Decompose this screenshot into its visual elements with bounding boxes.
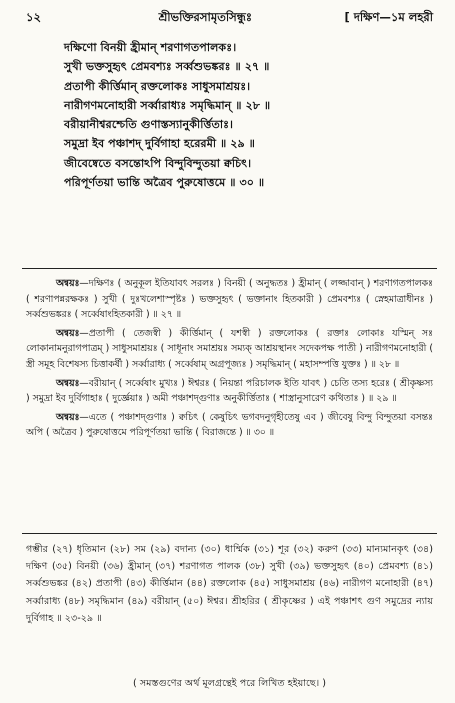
section-label: [ দক্ষিণ—১ম লহরী [345, 9, 433, 28]
verse-line: প্রতাপী কীর্ত্তিমান্ রক্তলোকঃ সাধুসমাশ্রয়ঃ। [64, 79, 251, 93]
running-title: শ্রীভক্তিরসামৃতসিন্ধুঃ [158, 9, 252, 24]
translation-block: গম্ভীর (২৭) ধৃতিমান (২৮) সম (২৯) বদান্য (৩০) ধার্ম্মিক (৩১) শূর (৩২) করুণ (৩৩) মান্যমানকৃৎ (৩৪) দক্ষিণ (৩৫) বিনয়ী (৩৬) হ্রীমান্ (৩৭) শরণাগত পালক (৩৮) সুখী (৩৯) ভক্তসুহৃৎ (৪০) প্রেমবশ্য (৪১) সর্ব্বশুভঙ্কর (৪২) প্রতাপী (৪৩) কীর্ত্তিমান (৪৪) রক্তলোক (৪৫) সাধুসমাশ্রয় (৪৬) নারীগণ মনোহারী (৪৭) সর্ব্বারাধ্য (৪৮) সমৃদ্ধিমান (৪৯) বরীয়ান্ (৫০) ঈশ্বর। শ্রীহরির ( শ্রীকৃষ্ণের ) এই পঞ্চাশৎ গুণ সমুদ্রের ন্যায় দুর্বিগাহ ॥ ২৩-২৯ ॥ [26, 544, 433, 624]
verse-line: দক্ষিণো বিনয়ী হ্রীমান্ শরণাগতপালকঃ। [64, 41, 237, 54]
verse-line: জীবেষ্বেতে বসন্তোঽপি বিন্দুবিন্দুতয়া ক্বচিৎ। [64, 156, 252, 170]
verse-line: নারীগণমনোহারী সর্ব্বারাধ্যঃ সমৃদ্ধিমান্ ॥ ২৮ ॥ [64, 98, 271, 112]
commentary-label: অন্বয়ঃ [56, 377, 80, 389]
commentary-paragraph [26, 376, 433, 407]
footnote: ( সমস্তগুণের অর্থ মূলগ্রন্থেই পরে লিখিত হইয়াছে। ) [26, 677, 433, 692]
commentary-label: অন্বয়ঃ [56, 411, 80, 423]
section-divider [22, 268, 437, 269]
verse-line: সুখী ভক্তসুহৃৎ প্রেমবশ্যঃ সর্ব্বশুভঙ্করঃ ॥ ২৭ ॥ [64, 60, 270, 74]
commentary-label: অন্বয়ঃ [56, 278, 80, 289]
verse-block [64, 38, 431, 192]
commentary-label: অন্বয়ঃ [56, 327, 80, 339]
commentary-paragraph [26, 276, 433, 323]
commentary-text: —প্রতাপী ( তেজস্বী ) কীর্ত্তিমান্ ( যশস্বী ) রক্তলোকঃ ( রক্তাঃ লোকাঃ যস্মিন্ সঃ লোকানামনুরাগপাত্রম্ ) সাধুসমাশ্রয়ঃ ( সাধূনাং সমাশ্রয়ঃ সম্যক্ আশ্রয়স্থানং সদেকপক্ষ পাতী ) নারীগণমনোহারী ( স্ত্রী সমূহ বিশেষস্য চিত্তাকর্ষী ) সর্ব্বারাধ্য ( সর্ব্বেষাম্ অগ্রপূজ্যঃ ) সমৃদ্ধিমান্ ( মহাসম্পত্তি যুক্তঃ ) ॥ ২৮ ॥ [26, 327, 433, 370]
commentary-block [26, 276, 433, 444]
commentary-text: —এতে ( পঞ্চাশদ্গুণাঃ ) ক্বচিৎ ( কেষুচিৎ ভগবদনুগৃহীতেষু এব ) জীবেষু বিন্দু বিন্দুতয়া বসন্তঃ অপি ( অত্রৈব ) পুরুষোত্তমে পরিপূর্ণতয়া ভান্তি ( বিরাজন্তে ) ॥ ৩০ ॥ [26, 411, 433, 439]
section-divider [22, 533, 437, 534]
verse-line: সমুদ্রা ইব পঞ্চাশদ্ দুর্বিগাহা হরেরমী ॥ ২৯ ॥ [64, 137, 255, 151]
page-number: ১২ [26, 9, 41, 24]
commentary-text: —দক্ষিণঃ ( অনুকূল ইতিযাবৎ সরলঃ ) বিনয়ী ( অনুদ্ধতঃ ) হ্রীমান্ ( লজ্জাবান্ ) শরণাগতপালকঃ ( শরণাপন্নরক্ষকঃ ) সুখী ( দুঃখলেশাস্পৃষ্টঃ ) ভক্তসুহৃৎ ( ভক্তানাং হিতকারী ) প্রেমবশ্যঃ ( স্নেহমাত্রাধীনঃ ) সর্ব্বশুভঙ্করঃ ( সর্ব্বেষাংহিতকারী ) ॥ ২৭ ॥ [26, 278, 433, 321]
page-header [26, 8, 433, 28]
commentary-text: —বরীয়ান্ ( সর্ব্বেষাং মুখ্যঃ ) ঈশ্বরঃ ( নিয়ন্তা পরিচালক ইতি যাবৎ ) চেতি তস্য হরেঃ ( শ্রীকৃষ্ণস্য ) সমুদ্রা ইব দুর্বিগাহাঃ ( দুর্জ্ঞেয়াঃ ) অমী পঞ্চাশদ্গুণাঃ অনুকীর্ত্তিতাঃ ( শাস্ত্রানুসারেণ কথিতাঃ ) ॥ ২৯ ॥ [26, 377, 433, 405]
verse-line: বরীয়ানীশ্বরশ্চেতি গুণাস্তস্যানুকীর্ত্তিতাঃ। [64, 118, 234, 132]
verse-line: পরিপূর্ণতয়া ভান্তি অত্রৈব পুরুষোত্তমে ॥ ৩০ ॥ [64, 176, 265, 190]
commentary-paragraph [26, 410, 433, 441]
commentary-paragraph [26, 326, 433, 373]
